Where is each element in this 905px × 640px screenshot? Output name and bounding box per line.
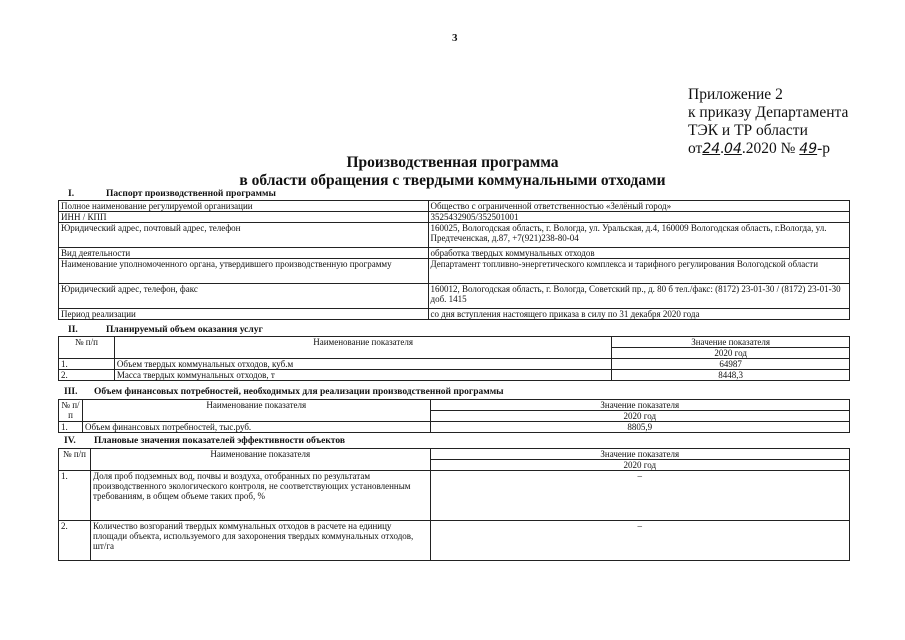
section-1-title: Паспорт производственной программы [106,189,276,199]
services-volume-table [58,336,850,381]
col-number-header: № п/п [59,449,91,471]
col-number-header: № п/п [59,337,115,359]
row-number: 1. [59,471,91,521]
handwritten-day: 24 [702,141,721,157]
passport-value: 3525432905/352501001 [428,212,849,223]
handwritten-month: 04 [724,141,742,157]
passport-value: 160012, Вологодская область, г. Вологда, Советский пр., д. 80 б тел./факс: (8172) 23-01-30 / (8172) 23-01-30 доб. 1415 [428,284,849,309]
appendix-block [688,86,848,158]
row-name: Объем твердых коммунальных отходов, куб.м [114,359,611,370]
number-suffix: -р [817,140,831,157]
col-name-header: Наименование показателя [82,400,430,422]
section-1-number: I. [68,189,75,199]
row-value: – [430,471,849,521]
table-row [59,359,850,370]
passport-label: Вид деятельности [59,248,429,259]
section-2-heading [68,325,263,335]
table-row [59,471,850,521]
section-4-heading [64,436,345,446]
table-row [59,370,850,381]
passport-label: Полное наименование регулируемой организации [59,201,429,212]
passport-table [58,200,850,320]
passport-value: со дня вступления настоящего приказа в силу по 31 декабря 2020 года [428,309,849,320]
passport-value: Департамент топливно-энергетического комплекса и тарифного регулирования Вологодской области [428,259,849,284]
col-value-header: Значение показателя [430,449,849,460]
passport-value: 160025, Вологодская область, г. Вологда, ул. Уральская, д.4, 160009 Вологодская область, г.Вологда, ул. Предтеченская, д.87, +7(921)238-80-04 [428,223,849,248]
passport-value: обработка твердых коммунальных отходов [428,248,849,259]
appendix-line-3: ТЭК и ТР области [688,122,808,139]
table-row [59,284,850,309]
row-value: 8805,9 [430,422,849,433]
table-header-row [59,400,850,411]
section-2-number: II. [68,325,78,335]
handwritten-number: 49 [799,141,818,157]
row-number: 2. [59,370,115,381]
row-value: 8448,3 [612,370,850,381]
table-row [59,248,850,259]
table-row [59,259,850,284]
efficiency-indicators-table [58,448,850,561]
col-name-header: Наименование показателя [114,337,611,359]
table-row [59,521,850,561]
row-name: Объем финансовых потребностей, тыс.руб. [82,422,430,433]
row-value: – [430,521,849,561]
appendix-line-1: Приложение 2 [688,86,783,103]
date-prefix: от [688,140,703,157]
row-value: 64987 [612,359,850,370]
passport-label: Период реализации [59,309,429,320]
section-3-title: Объем финансовых потребностей, необходимых для реализации производственной программы [94,387,504,397]
row-number: 1. [59,422,83,433]
section-2-title: Планируемый объем оказания услуг [106,325,263,335]
table-row [59,223,850,248]
passport-label: Наименование уполномоченного органа, утвердившего производственную программу [59,259,429,284]
col-number-header: № п/п [59,400,83,422]
table-row [59,201,850,212]
table-row [59,422,850,433]
row-number: 2. [59,521,91,561]
section-3-number: III. [64,387,78,397]
table-row [59,212,850,223]
document-title-line-2: в области обращения с твердыми коммунальными отходами [239,172,666,189]
passport-label: Юридический адрес, телефон, факс [59,284,429,309]
date-year: .2020 № [741,140,796,157]
appendix-date-line: от24.04.2020 № 49-р [688,140,831,157]
row-number: 1. [59,359,115,370]
passport-label: Юридический адрес, почтовый адрес, телефон [59,223,429,248]
section-3-heading [64,387,504,397]
appendix-line-2: к приказу Департамента [688,104,849,121]
row-name: Количество возгораний твердых коммунальных отходов в расчете на единицу площади объекта, используемого для захоронения твердых коммунальных отходов, шт/га [90,521,430,561]
passport-label: ИНН / КПП [59,212,429,223]
page-number: 3 [452,32,458,44]
col-value-header: Значение показателя [612,337,850,348]
section-4-number: IV. [64,436,76,446]
document-title-line-1: Производственная программа [346,154,559,171]
col-year-header: 2020 год [430,460,849,471]
table-header-row [59,449,850,460]
col-name-header: Наименование показателя [90,449,430,471]
financial-needs-table [58,399,850,433]
row-name: Доля проб подземных вод, почвы и воздуха, отобранных по результатам производственного экологического контроля, не соответствующих установленным требованиям, в общем объеме таких проб, % [90,471,430,521]
table-header-row [59,337,850,348]
col-year-header: 2020 год [430,411,849,422]
col-value-header: Значение показателя [430,400,849,411]
row-name: Масса твердых коммунальных отходов, т [114,370,611,381]
col-year-header: 2020 год [612,348,850,359]
passport-value: Общество с ограниченной ответственностью «Зелёный город» [428,201,849,212]
table-row [59,309,850,320]
section-1-heading [68,189,276,199]
section-4-title: Плановые значения показателей эффективности объектов [94,436,345,446]
